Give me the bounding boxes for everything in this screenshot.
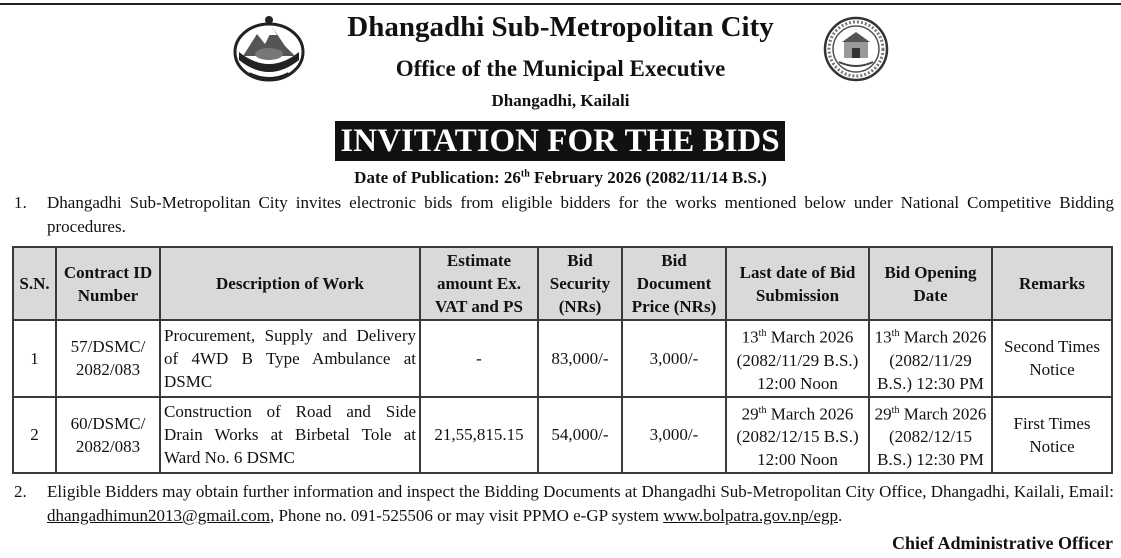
opening-date-rest: March 2026 (2082/12/15 B.S.) 12:30 PM <box>877 404 987 470</box>
column-header-opening-date: Bid Opening Date <box>869 247 992 320</box>
paragraph-2-text <box>47 480 1114 528</box>
cell-sn: 1 <box>13 320 56 397</box>
opening-date-rest: March 2026 (2082/11/29 B.S.) 12:30 PM <box>877 327 987 393</box>
signer-title: Chief Administrative Officer <box>892 533 1113 553</box>
submission-date-rest: March 2026 (2082/12/15 B.S.) 12:00 Noon <box>736 404 859 470</box>
column-header-document-price: Bid Document Price (NRs) <box>622 247 726 320</box>
cell-bid-security: 54,000/- <box>538 397 622 474</box>
table-row <box>13 397 1112 474</box>
paragraph-1-number: 1. <box>14 193 27 212</box>
table-row <box>13 320 1112 397</box>
cell-estimate: 21,55,815.15 <box>420 397 538 474</box>
cell-document-price: 3,000/- <box>622 397 726 474</box>
submission-day-sup: th <box>758 404 767 416</box>
paragraph-2-text-middle: , Phone no. 091-525506 or may visit PPMO e-GP system <box>269 506 664 525</box>
publication-date-suffix-sup: th <box>520 168 530 180</box>
cell-submission-date <box>726 320 869 397</box>
publication-date-rest: February 2026 (2082/11/14 B.S.) <box>529 168 767 187</box>
cell-opening-date <box>869 320 992 397</box>
column-header-estimate: Estimate amount Ex. VAT and PS <box>420 247 538 320</box>
paragraph-2-text-after: . <box>838 506 843 525</box>
paragraph-2-text-before: Eligible Bidders may obtain further information and inspect the Bidding Documents at Dhangadhi Sub-Metropolitan City Office, Dhangadhi, Kailali, Email: <box>47 482 1114 501</box>
cell-document-price: 3,000/- <box>622 320 726 397</box>
office-location: Dhangadhi, Kailali <box>491 91 630 110</box>
opening-day: 13 <box>874 327 892 347</box>
opening-day-sup: th <box>891 404 900 416</box>
column-header-remarks: Remarks <box>992 247 1112 320</box>
column-header-bid-security: Bid Security (NRs) <box>538 247 622 320</box>
cell-description: Construction of Road and Side Drain Works at Birbetal Tole at Ward No. 6 DSMC <box>160 397 420 474</box>
column-header-submission-date: Last date of Bid Submission <box>726 247 869 320</box>
column-header-contract-id: Contract ID Number <box>56 247 160 320</box>
paragraph-1-text: Dhangadhi Sub-Metropolitan City invites electronic bids from eligible bidders for the works mentioned below under National Competitive Bidding procedures. <box>47 193 1114 236</box>
publication-date <box>0 168 1121 188</box>
column-header-description: Description of Work <box>160 247 420 320</box>
cell-remarks: First Times Notice <box>992 397 1112 474</box>
cell-contract-id: 57/DSMC/ 2082/083 <box>56 320 160 397</box>
cell-sn: 2 <box>13 397 56 474</box>
email-link[interactable]: dhangadhimun2013@gmail.com <box>47 506 270 525</box>
paragraph-1 <box>14 191 1114 239</box>
paragraph-2 <box>14 480 1114 528</box>
submission-day-sup: th <box>758 328 767 339</box>
website-link[interactable]: www.bolpatra.gov.np/egp <box>663 506 838 525</box>
submission-day: 13 <box>741 327 759 347</box>
bids-table <box>12 246 1113 474</box>
office-name: Office of the Municipal Executive <box>395 56 726 81</box>
submission-day: 29 <box>741 404 759 424</box>
cell-estimate: - <box>420 320 538 397</box>
notice-title: INVITATION FOR THE BIDS <box>335 121 785 161</box>
top-rule <box>0 3 1121 5</box>
cell-bid-security: 83,000/- <box>538 320 622 397</box>
organization-name: Dhangadhi Sub-Metropolitan City <box>347 11 774 43</box>
cell-submission-date <box>726 397 869 474</box>
column-header-sn: S.N. <box>13 247 56 320</box>
cell-description: Procurement, Supply and Delivery of 4WD B Type Ambulance at DSMC <box>160 320 420 397</box>
paragraph-2-number: 2. <box>14 482 27 501</box>
opening-day-sup: th <box>891 328 900 339</box>
table-header-row <box>13 247 1112 320</box>
cell-remarks: Second Times Notice <box>992 320 1112 397</box>
opening-day: 29 <box>874 404 892 424</box>
submission-date-rest: March 2026 (2082/11/29 B.S.) 12:00 Noon <box>736 327 859 393</box>
cell-opening-date <box>869 397 992 474</box>
cell-contract-id: 60/DSMC/ 2082/083 <box>56 397 160 474</box>
publication-date-prefix: Date of Publication: 26 <box>354 168 521 187</box>
